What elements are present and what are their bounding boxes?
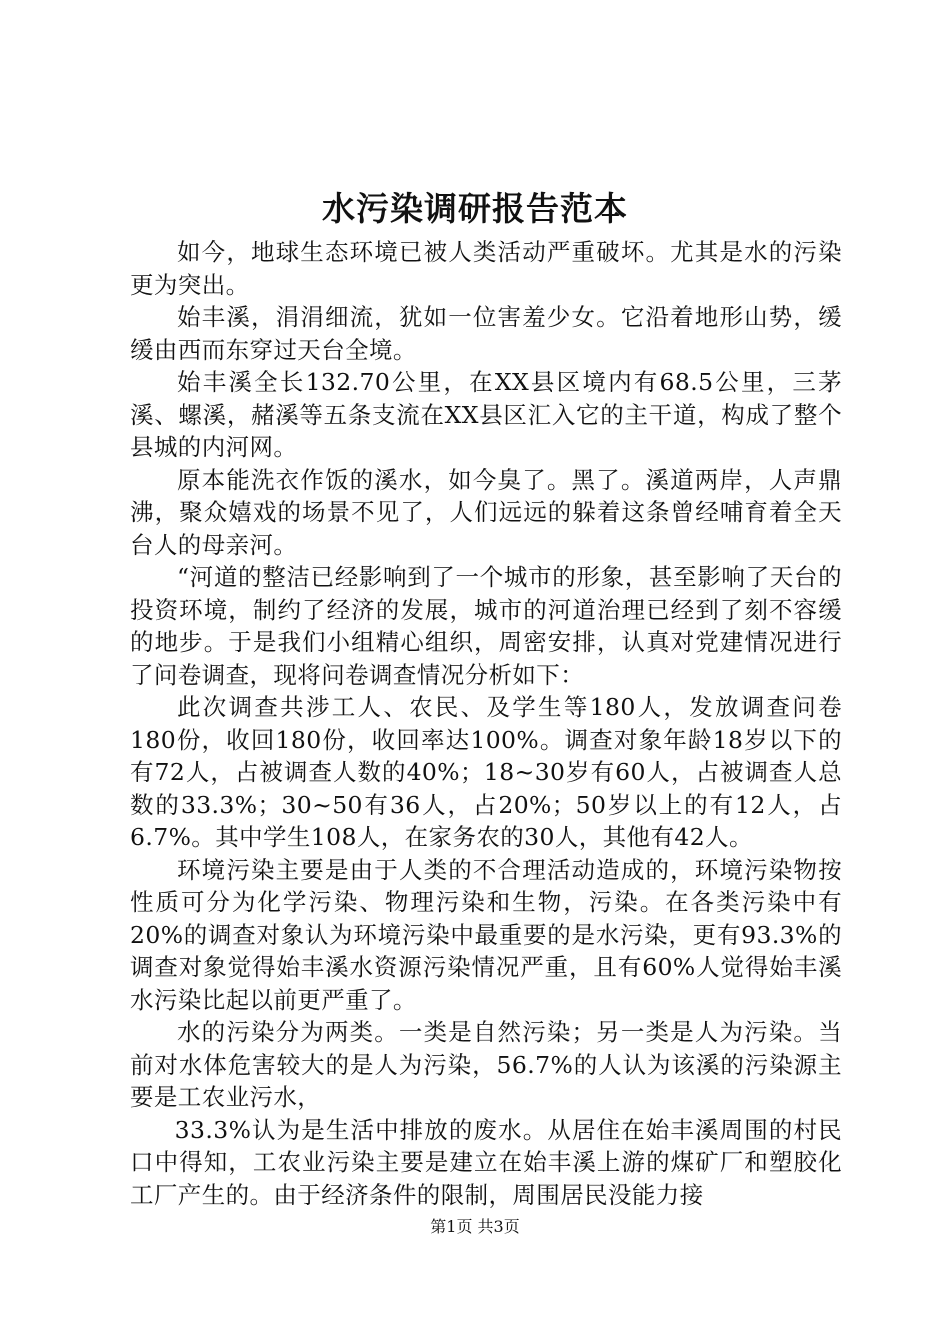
document-body (130, 236, 842, 1211)
paragraph: “河道的整洁已经影响到了一个城市的形象，甚至影响了天台的投资环境，制约了经济的发展，城市的河道治理已经到了刻不容缓的地步。于是我们小组精心组织，周密安排，认真对党建情况进行了问卷调查，现将问卷调查情况分析如下： (130, 563, 842, 689)
page-footer: 第1页 共3页 (430, 1217, 520, 1236)
paragraph: 原本能洗衣作饭的溪水，如今臭了。黑了。溪道两岸，人声鼎沸，聚众嬉戏的场景不见了，人们远远的躲着这条曾经哺育着全天台人的母亲河。 (130, 465, 842, 559)
paragraph: 水的污染分为两类。一类是自然污染；另一类是人为污染。当前对水体危害较大的是人为污染，56.7%的人认为该溪的污染源主要是工农业污水， (130, 1018, 842, 1111)
paragraph: 环境污染主要是由于人类的不合理活动造成的，环境污染物按性质可分为化学污染、物理污染和生物，污染。在各类污染中有20%的调查对象认为环境污染中最重要的是水污染，更有93.3%的调查对象觉得始丰溪水资源污染情况严重，且有60%人觉得始丰溪水污染比起以前更严重了。 (130, 855, 842, 1014)
paragraph: 如今，地球生态环境已被人类活动严重破坏。尤其是水的污染更为突出。 (130, 238, 842, 299)
paragraph: 始丰溪全长132.70公里，在XX县区境内有68.5公里，三茅溪、螺溪，赭溪等五条支流在XX县区汇入它的主干道，构成了整个县城的内河网。 (130, 368, 842, 461)
paragraph: 此次调查共涉工人、农民、及学生等180人，发放调查问卷180份，收回180份，收回率达100%。调查对象年龄18岁以下的有72人，占被调查人数的40%；18~30岁有60人，占被调查人总数的33.3%；30~50有36人，占20%；50岁以上的有12人，占6.7%。其中学生108人，在家务农的30人，其他有42人。 (130, 693, 842, 851)
document-title: 水污染调研报告范本 (322, 189, 628, 228)
paragraph: 始丰溪，涓涓细流，犹如一位害羞少女。它沿着地形山势，缓缓由西而东穿过天台全境。 (130, 303, 842, 364)
paragraph: 33.3%认为是生活中排放的废水。从居住在始丰溪周围的村民口中得知，工农业污染主要是建立在始丰溪上游的煤矿厂和塑胶化工厂产生的。由于经济条件的限制，周围居民没能力接 (130, 1115, 842, 1209)
